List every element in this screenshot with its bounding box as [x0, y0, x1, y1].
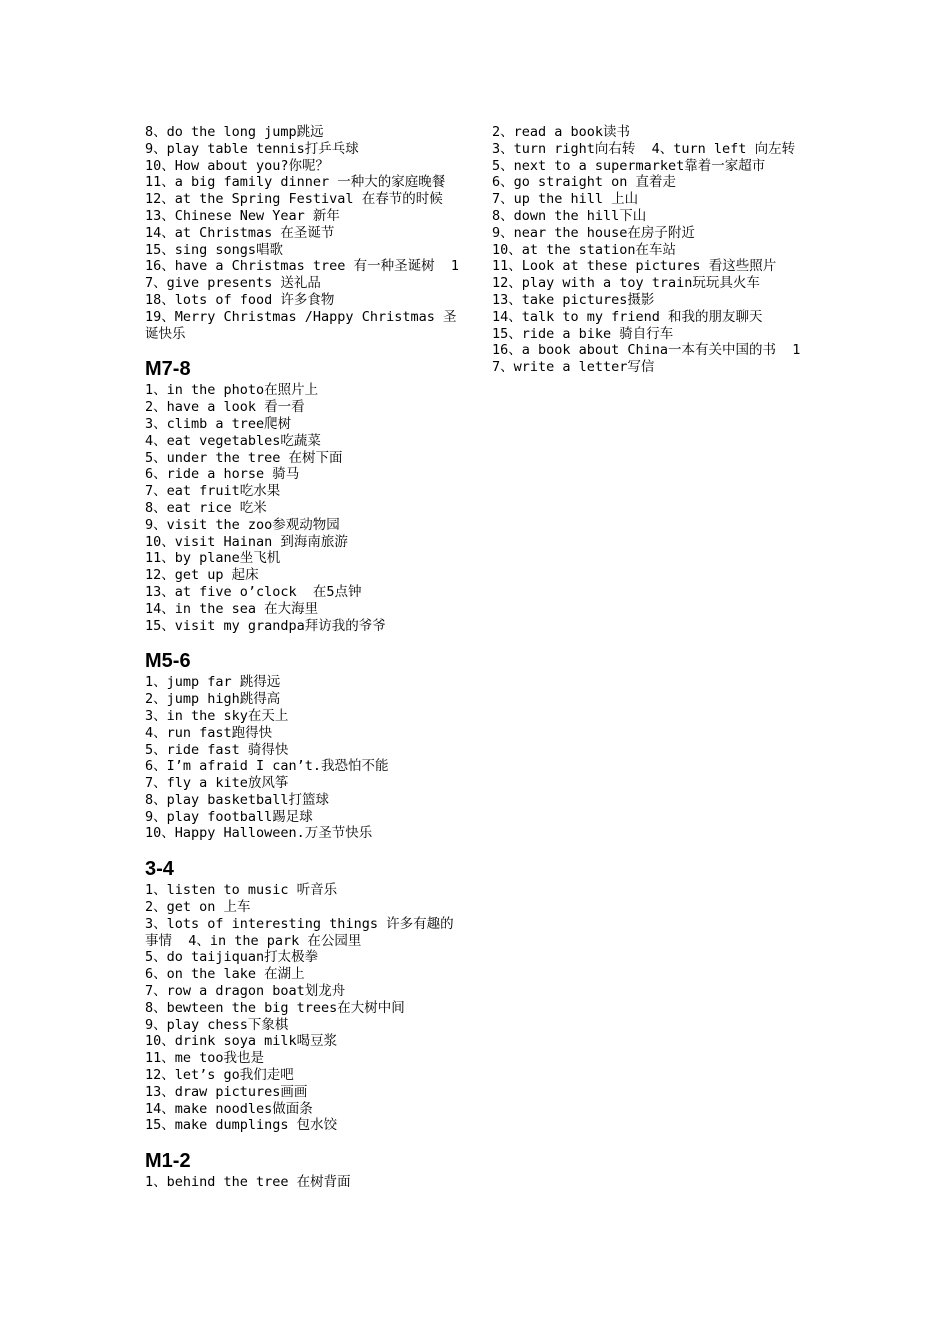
vocab-entry: 16、have a Christmas tree 有一种圣诞树 17、give presents 送礼品 — [145, 258, 459, 292]
vocab-entry: 14、make noodles做面条 — [145, 1100, 313, 1117]
section-heading: M5-6 — [145, 650, 191, 673]
vocab-entry: 7、eat fruit吃水果 — [145, 483, 281, 500]
vocab-entry: 8、eat rice 吃米 — [145, 499, 267, 516]
vocab-entry: 14、talk to my friend 和我的朋友聊天 — [492, 308, 763, 325]
vocab-entry: 9、near the house在房子附近 — [492, 224, 695, 241]
vocab-entry: 8、bewteen the big trees在大树中间 — [145, 999, 405, 1016]
vocab-entry: 10、How about you?你呢？ — [145, 157, 330, 174]
vocab-entry: 8、play basketball打篮球 — [145, 791, 330, 808]
vocab-entry: 6、I’m afraid I can’t.我恐怕不能 — [145, 758, 389, 775]
vocab-entry: 11、by plane坐飞机 — [145, 550, 281, 567]
vocab-entry: 1、behind the tree 在树背面 — [145, 1174, 351, 1191]
vocab-entry: 1、jump far 跳得远 — [145, 674, 281, 691]
vocab-entry: 2、read a book读书 — [492, 124, 631, 140]
vocab-entry: 13、Chinese New Year 新年 — [145, 207, 340, 224]
vocab-entry: 13、at five o’clock 在5点钟 — [145, 583, 362, 600]
vocab-entry: 12、play with a toy train玩玩具火车 — [492, 275, 760, 292]
vocab-entry: 13、draw pictures画画 — [145, 1083, 308, 1100]
vocab-entry: 9、visit the zoo参观动物园 — [145, 516, 340, 533]
vocab-entry: 15、sing songs唱歌 — [145, 241, 284, 258]
vocab-entry: 14、at Christmas 在圣诞节 — [145, 224, 335, 241]
vocab-entry: 4、eat vegetables吃蔬菜 — [145, 432, 321, 449]
vocab-entry: 11、a big family dinner 一种大的家庭晚餐 12、at the Spring Festival 在春节的时候 — [145, 174, 462, 208]
vocab-entry: 5、under the tree 在树下面 — [145, 449, 343, 466]
vocab-entry: 6、go straight on 直着走 — [492, 174, 677, 191]
vocab-entry: 11、Look at these pictures 看这些照片 — [492, 258, 777, 275]
vocab-entry: 18、lots of food 许多食物 — [145, 291, 335, 308]
vocab-entry: 16、a book about China一本有关中国的书 17、write a letter写信 — [492, 342, 801, 376]
vocab-entry: 10、at the station在车站 — [492, 241, 677, 258]
vocab-entry: 3、lots of interesting things 许多有趣的事情 4、in the park 在公园里 — [145, 915, 454, 949]
vocab-entry: 15、make dumplings 包水饺 — [145, 1117, 338, 1134]
vocab-entry: 5、ride fast 骑得快 — [145, 741, 289, 758]
vocab-entry: 12、get up 起床 — [145, 567, 259, 584]
left-column — [145, 124, 460, 1191]
right-column — [492, 124, 807, 376]
section-heading: M1-2 — [145, 1150, 191, 1173]
section-heading: 3-4 — [145, 858, 174, 881]
vocab-entry: 7、fly a kite放风筝 — [145, 775, 289, 792]
vocab-entry: 7、up the hill 上山 — [492, 191, 639, 208]
vocab-entry: 14、in the sea 在大海里 — [145, 600, 319, 617]
vocab-entry: 11、me too我也是 — [145, 1050, 265, 1067]
vocab-entry: 8、do the long jump跳远 — [145, 124, 324, 140]
vocab-entry: 15、ride a bike 骑自行车 — [492, 325, 674, 342]
vocab-entry: 7、row a dragon boat划龙舟 — [145, 983, 346, 1000]
vocab-entry: 13、take pictures摄影 — [492, 291, 655, 308]
vocab-entry: 2、have a look 看一看 — [145, 399, 305, 416]
vocab-entry: 1、in the photo在照片上 — [145, 382, 319, 399]
vocab-entry: 4、run fast跑得快 — [145, 724, 273, 741]
vocab-entry: 1、listen to music 听音乐 — [145, 882, 338, 899]
vocab-entry: 8、down the hill下山 — [492, 207, 647, 224]
vocab-entry: 2、get on 上车 — [145, 899, 251, 916]
vocab-entry: 3、climb a tree爬树 — [145, 415, 292, 432]
vocab-entry: 10、visit Hainan 到海南旅游 — [145, 533, 348, 550]
vocab-entry: 19、Merry Christmas /Happy Christmas 圣诞快乐 — [145, 308, 457, 342]
vocab-entry: 3、in the sky在天上 — [145, 707, 289, 724]
vocab-entry: 10、Happy Halloween.万圣节快乐 — [145, 825, 373, 842]
vocab-entry: 15、visit my grandpa拜访我的爷爷 — [145, 617, 386, 634]
section-heading: M7-8 — [145, 358, 191, 381]
vocab-entry: 2、jump high跳得高 — [145, 691, 281, 708]
vocab-entry: 9、play football踢足球 — [145, 808, 313, 825]
vocab-entry: 9、play chess下象棋 — [145, 1016, 289, 1033]
vocab-entry: 9、play table tennis打乒乓球 — [145, 140, 359, 157]
vocab-entry: 10、drink soya milk喝豆浆 — [145, 1033, 338, 1050]
vocab-entry: 5、do taijiquan打太极拳 — [145, 949, 319, 966]
vocab-entry: 12、let’s go我们走吧 — [145, 1067, 294, 1084]
vocab-entry: 3、turn right向右转 4、turn left 向左转 — [492, 140, 796, 157]
vocab-entry: 5、next to a supermarket靠着一家超市 — [492, 157, 766, 174]
vocab-entry: 6、ride a horse 骑马 — [145, 466, 300, 483]
vocab-entry: 6、on the lake 在湖上 — [145, 966, 305, 983]
